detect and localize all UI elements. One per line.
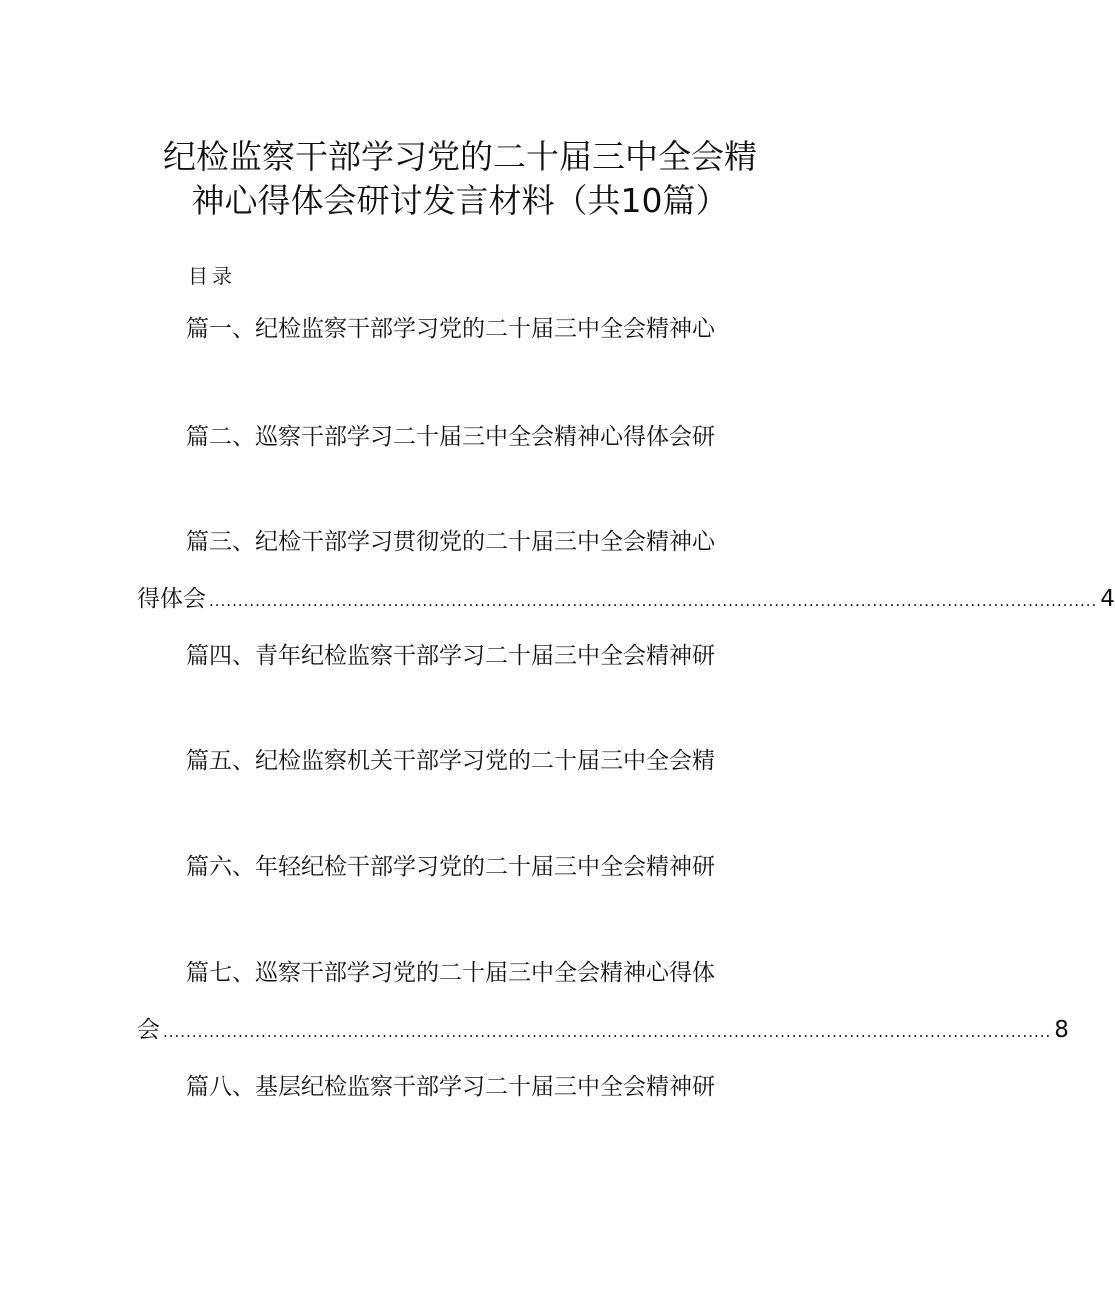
toc-entry-7[interactable]: 篇七、巡察干部学习党的二十届三中全会精神心得体 <box>186 960 715 986</box>
document-title-line-2: 神心得体会研讨发言材料（共10篇） <box>191 181 729 220</box>
toc-entry-7-continuation-text: 会 <box>137 1017 160 1043</box>
toc-entry-7-page-number: 8 <box>1054 1017 1069 1043</box>
toc-entry-6[interactable]: 篇六、年轻纪检干部学习党的二十届三中全会精神研 <box>186 854 715 880</box>
toc-entry-3[interactable]: 篇三、纪检干部学习贯彻党的二十届三中全会精神心 <box>186 529 715 555</box>
toc-leader-dots: .......................................................................................................................................................... <box>163 1023 1052 1041</box>
toc-entry-7-continuation[interactable] <box>137 1015 1069 1047</box>
toc-entry-3-continuation-text: 得体会 <box>137 586 206 612</box>
toc-entry-1[interactable]: 篇一、纪检监察干部学习党的二十届三中全会精神心 <box>186 316 715 342</box>
toc-leader-dots: .......................................................................................................................................................... <box>209 592 1098 610</box>
toc-entry-8[interactable]: 篇八、基层纪检监察干部学习二十届三中全会精神研 <box>186 1074 715 1100</box>
toc-entry-3-page-number: 4 <box>1100 586 1115 612</box>
toc-entry-5[interactable]: 篇五、纪检监察机关干部学习党的二十届三中全会精 <box>186 748 715 774</box>
toc-heading: 目录 <box>188 264 236 288</box>
document-title-line-1: 纪检监察干部学习党的二十届三中全会精 <box>163 137 757 176</box>
toc-entry-3-continuation[interactable] <box>137 584 1115 616</box>
toc-entry-2[interactable]: 篇二、巡察干部学习二十届三中全会精神心得体会研 <box>186 424 715 450</box>
toc-entry-4[interactable]: 篇四、青年纪检监察干部学习二十届三中全会精神研 <box>186 643 715 669</box>
